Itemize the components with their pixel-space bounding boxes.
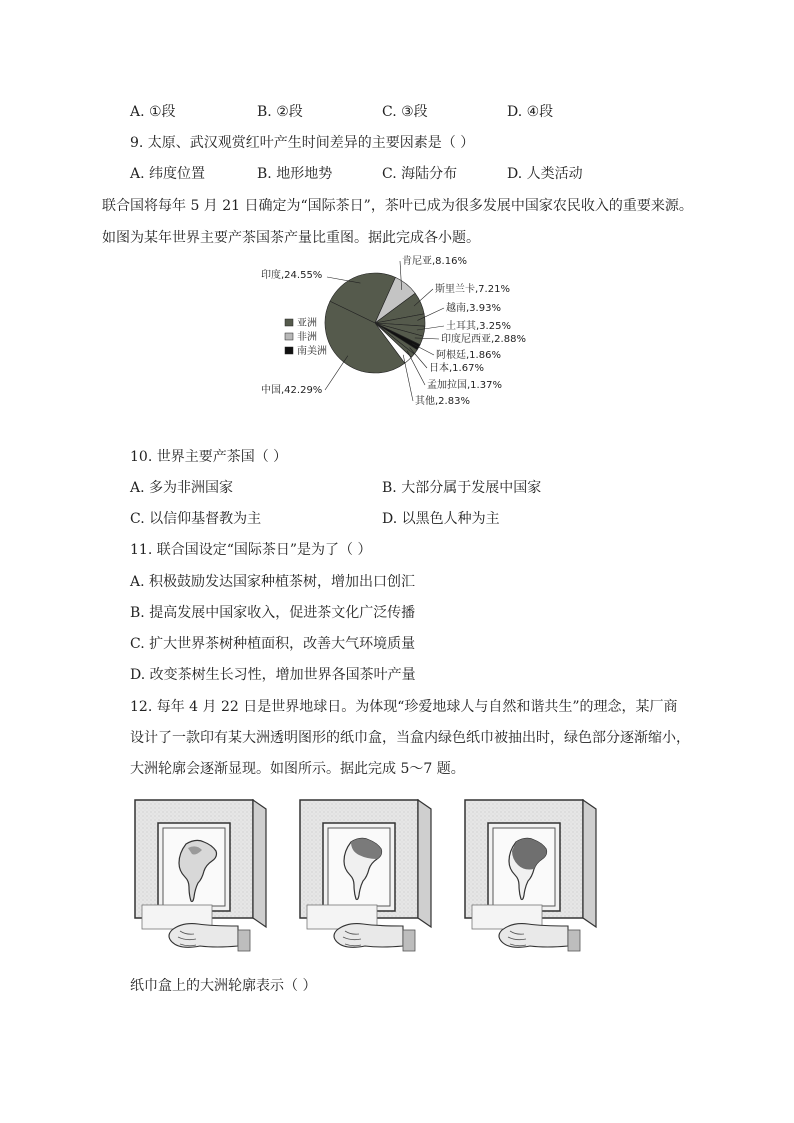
q12-line2: 设计了一款印有某大洲透明图形的纸巾盒，当盒内绿色纸巾被抽出时，绿色部分逐渐缩小， — [130, 730, 690, 746]
q8-option-d[interactable]: D. ④段 — [507, 104, 554, 120]
q11-option-a[interactable]: A. 积极鼓励发达国家种植茶树，增加出口创汇 — [130, 574, 416, 590]
pie-leader-line — [407, 351, 425, 385]
q10-option-d[interactable]: D. 以黑色人种为主 — [382, 511, 500, 527]
legend-swatch — [285, 319, 293, 326]
q10-stem: 10. 世界主要产茶国（ ） — [130, 449, 288, 465]
pie-leader-line — [403, 355, 413, 401]
q12-line3: 大洲轮廓会逐渐显现。如图所示。据此完成 5～7 题。 — [130, 761, 465, 777]
legend-swatch — [285, 333, 293, 340]
tea-production-pie-chart — [255, 250, 545, 410]
q12-line1: 12. 每年 4 月 22 日是世界地球日。为体现“珍爱地球人与自然和谐共生”的理念，某厂商 — [130, 699, 678, 715]
q9-option-b[interactable]: B. 地形地势 — [257, 166, 333, 182]
q11-stem: 11. 联合国设定“国际茶日”是为了（ ） — [130, 542, 372, 558]
pie-label: 孟加拉国,1.37% — [427, 380, 502, 391]
q12-followup: 纸巾盒上的大洲轮廓表示（ ） — [130, 978, 317, 994]
q10-option-b[interactable]: B. 大部分属于发展中国家 — [382, 480, 542, 496]
q10-option-a[interactable]: A. 多为非洲国家 — [130, 480, 234, 496]
q8-option-a[interactable]: A. ①段 — [130, 104, 176, 120]
tissue-box-3 — [465, 800, 596, 951]
q11-option-c[interactable]: C. 扩大世界茶树种植面积，改善大气环境质量 — [130, 636, 416, 652]
pie-legend — [285, 316, 327, 357]
q9-option-c[interactable]: C. 海陆分布 — [382, 166, 458, 182]
pie-label: 越南,3.93% — [446, 303, 501, 314]
pie-label: 其他,2.83% — [415, 396, 470, 407]
q9-stem: 9. 太原、武汉观赏红叶产生时间差异的主要因素是（ ） — [130, 135, 475, 151]
pie-label: 日本,1.67% — [429, 363, 484, 374]
q9-option-d[interactable]: D. 人类活动 — [507, 166, 583, 182]
legend-label: 亚洲 — [297, 318, 317, 329]
q11-option-d[interactable]: D. 改变茶树生长习性，增加世界各国茶叶产量 — [130, 667, 416, 683]
pie-label: 肯尼亚,8.16% — [402, 256, 467, 267]
intro-tea-line2: 如图为某年世界主要产茶国茶产量比重图。据此完成各小题。 — [102, 230, 480, 246]
q11-option-b[interactable]: B. 提高发展中国家收入，促进茶文化广泛传播 — [130, 605, 416, 621]
tissue-box-2 — [300, 800, 431, 951]
pie-label: 印度尼西亚,2.88% — [441, 334, 526, 345]
q8-option-c[interactable]: C. ③段 — [382, 104, 428, 120]
pie-leader-line — [325, 356, 348, 390]
tissue-box-1 — [135, 800, 266, 951]
legend-label: 非洲 — [297, 332, 317, 343]
pie-leader-line — [410, 348, 427, 368]
legend-swatch — [285, 347, 293, 354]
tissue-box-figure — [130, 795, 600, 960]
pie-slices — [325, 273, 425, 373]
pie-label: 中国,42.29% — [261, 385, 323, 396]
q8-option-b[interactable]: B. ②段 — [257, 104, 303, 120]
pie-label: 阿根廷,1.86% — [436, 350, 501, 361]
pie-label: 土耳其,3.25% — [446, 321, 511, 332]
legend-label: 南美洲 — [297, 346, 327, 357]
q9-option-a[interactable]: A. 纬度位置 — [130, 166, 206, 182]
intro-tea-line1: 联合国将每年 5 月 21 日确定为“国际茶日”，茶叶已成为很多发展中国家农民收入的重要来源。 — [102, 198, 693, 214]
pie-label: 印度,24.55% — [261, 270, 323, 281]
pie-label: 斯里兰卡,7.21% — [435, 284, 510, 295]
q10-option-c[interactable]: C. 以信仰基督教为主 — [130, 511, 262, 527]
